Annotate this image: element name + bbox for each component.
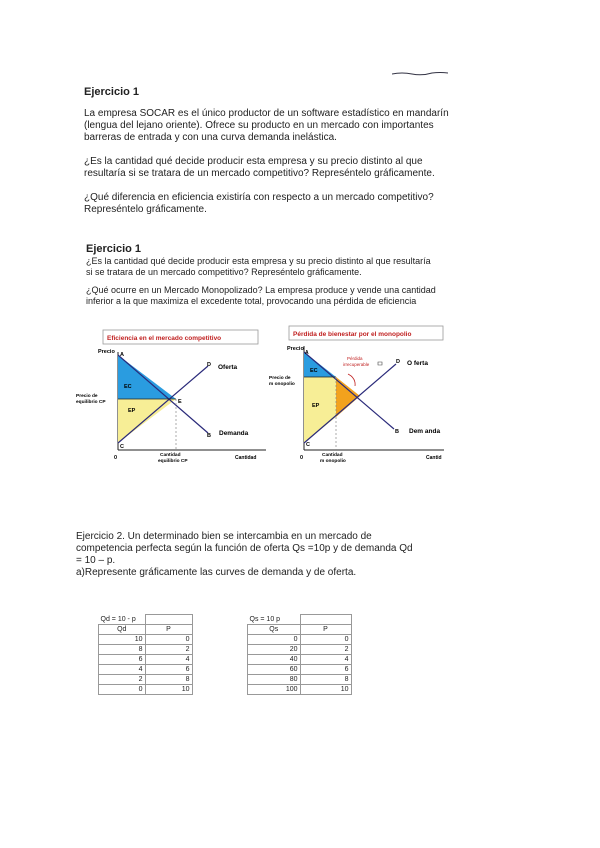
table-row	[99, 655, 193, 665]
left-price-label-1: Precio de	[76, 394, 98, 399]
table-row	[99, 665, 193, 675]
exercise-2-intro: Ejercicio 2. Un determinado bien se intercambia en un mercado de competencia perfecta según la función de oferta Qs =10p y de demanda Qd = 10 – p.	[76, 531, 413, 566]
table-cell: 20	[248, 645, 301, 655]
demand-table	[98, 614, 193, 695]
right-origin: 0	[300, 455, 304, 461]
table-cell: 4	[99, 665, 146, 675]
left-point-a: A	[120, 352, 124, 358]
demand-table-wrap	[98, 614, 193, 695]
table-header: Qs	[248, 625, 301, 635]
table-header: P	[145, 625, 192, 635]
right-ec-label: EC	[310, 368, 318, 374]
table-row	[248, 635, 352, 645]
left-qty-label-2: equilibrio CP	[158, 459, 188, 464]
right-demand-label: Dem anda	[409, 428, 441, 435]
left-point-e: E	[178, 399, 182, 405]
table-header: Qd	[99, 625, 146, 635]
right-price-label-1: Precio de	[269, 376, 291, 381]
right-loss-label-1: Pérdida	[347, 356, 363, 361]
table-cell: 2	[145, 645, 192, 655]
table-cell: 0	[248, 635, 301, 645]
table-cell: 2	[300, 645, 351, 655]
right-qty-axis: Cantid	[426, 455, 442, 461]
right-price-label-2: m onopolio	[269, 382, 295, 387]
table-caption-blank	[300, 615, 351, 625]
left-supply-label: Oferta	[218, 364, 238, 371]
left-qty-label-1: Cantidad	[160, 453, 181, 458]
right-supply-label: O ferta	[407, 360, 428, 367]
right-ep-label: EP	[312, 403, 320, 409]
left-ec-area	[118, 355, 176, 399]
left-ep-label: EP	[128, 408, 136, 414]
table-cell: 0	[145, 635, 192, 645]
efficiency-figure	[76, 322, 448, 465]
table-row	[99, 675, 193, 685]
left-ec-label: EC	[124, 384, 132, 390]
exercise-1-title: Ejercicio 1	[84, 86, 140, 98]
answer-title: Ejercicio 1	[86, 243, 142, 255]
exercise-2-part-a: a)Represente gráficamente las curves de demanda y de oferta.	[76, 567, 357, 578]
right-title: Pérdida de bienestar por el monopolio	[293, 331, 412, 338]
table-caption: Qd = 10 - p	[99, 615, 146, 625]
table-cell: 4	[300, 655, 351, 665]
supply-table-wrap	[247, 614, 352, 695]
left-title: Eficiencia en el mercado competitivo	[107, 335, 222, 342]
right-point-c: C	[306, 442, 310, 448]
table-cell: 6	[145, 665, 192, 675]
table-cell: 10	[145, 685, 192, 695]
figure-svg	[76, 322, 448, 465]
right-price-axis: Precio	[287, 346, 304, 352]
right-point-d: D	[396, 359, 400, 365]
table-cell: 10	[300, 685, 351, 695]
supply-table	[247, 614, 352, 695]
table-header: P	[300, 625, 351, 635]
right-qty-label-2: m onopolio	[320, 459, 346, 464]
hand-cursor-icon	[378, 362, 382, 365]
left-price-axis: Precio	[98, 349, 115, 355]
table-row	[99, 635, 193, 645]
table-row	[99, 685, 193, 695]
table-row	[248, 685, 352, 695]
left-point-d: D	[207, 362, 211, 368]
right-loss-label-2: irrecuperable	[343, 362, 370, 367]
table-row	[248, 655, 352, 665]
table-row	[248, 645, 352, 655]
table-cell: 6	[99, 655, 146, 665]
table-caption-blank	[145, 615, 192, 625]
table-row	[248, 665, 352, 675]
table-cell: 100	[248, 685, 301, 695]
table-cell: 4	[145, 655, 192, 665]
exercise-1-para-1: La empresa SOCAR es el único productor de un software estadístico en mandarín (lengua del lejano oriente). Ofrece su producto en un mercado con importantes barreras de entrada y con una curva demanda inelástica.	[84, 108, 449, 143]
table-cell: 60	[248, 665, 301, 675]
left-demand-label: Demanda	[219, 430, 249, 437]
exercise-1-para-2: ¿Es la cantidad qué decide producir esta empresa y su precio distinto al que resultaría si se tratara de un mercado competitivo? Represéntelo gráficamente.	[84, 156, 435, 179]
left-qty-axis: Cantidad	[235, 455, 257, 461]
left-ep-area	[118, 399, 176, 443]
table-cell: 2	[99, 675, 146, 685]
answer-question-1: ¿Es la cantidad qué decide producir esta empresa y su precio distinto al que resultaría si se tratara de un mercado competitivo? Represéntelo gráficamente.	[86, 256, 431, 277]
left-origin: 0	[114, 455, 118, 461]
table-cell: 6	[300, 665, 351, 675]
table-row	[248, 675, 352, 685]
left-price-label-2: equilibrio CP	[76, 400, 106, 405]
table-cell: 8	[145, 675, 192, 685]
table-cell: 8	[99, 645, 146, 655]
table-cell: 40	[248, 655, 301, 665]
table-cell: 8	[300, 675, 351, 685]
table-caption: Qs = 10 p	[248, 615, 301, 625]
left-point-b: B	[207, 433, 211, 439]
right-qty-label-1: Cantidad	[322, 453, 343, 458]
table-row	[99, 645, 193, 655]
right-point-a: A	[305, 350, 309, 356]
right-point-b: B	[395, 429, 399, 435]
left-point-c: C	[120, 444, 124, 450]
right-ep-area	[304, 377, 336, 443]
handwritten-mark	[392, 70, 448, 76]
table-cell: 0	[300, 635, 351, 645]
table-cell: 0	[99, 685, 146, 695]
answer-question-2: ¿Qué ocurre en un Mercado Monopolizado? La empresa produce y vende una cantidad inferior a la que maximiza el excedente total, provocando una pérdida de eficiencia	[86, 285, 436, 306]
table-cell: 10	[99, 635, 146, 645]
exercise-1-para-3: ¿Qué diferencia en eficiencia existiría con respecto a un mercado competitivo? Represéntelo gráficamente.	[84, 192, 434, 215]
right-loss-arrow	[348, 374, 355, 386]
table-cell: 80	[248, 675, 301, 685]
